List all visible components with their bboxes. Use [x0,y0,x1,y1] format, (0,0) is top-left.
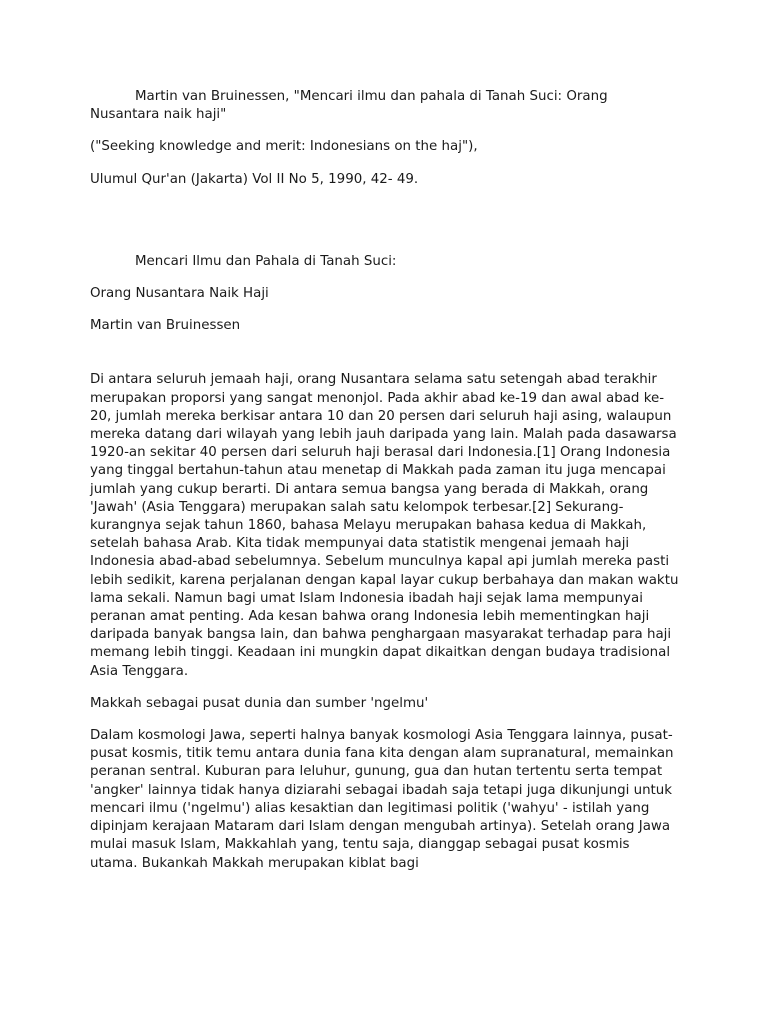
body-paragraph-1: Di antara seluruh jemaah haji, orang Nusantara selama satu setengah abad terakhir merupakan proporsi yang sangat menonjol. Pada akhir abad ke-19 dan awal abad ke-20, jumlah mereka berkisar antara 10 dan 20 persen dari seluruh haji asing, walaupun mereka datang dari wilayah yang lebih jauh daripada yang lain. Malah pada dasawarsa 1920-an sekitar 40 persen dari seluruh haji berasal dari Indonesia.[1] Orang Indonesia yang tinggal bertahun-tahun atau menetap di Makkah pada zaman itu juga mencapai jumlah yang cukup berarti. Di antara semua bangsa yang berada di Makkah, orang 'Jawah' (Asia Tenggara) merupakan salah satu kelompok terbesar.[2] Sekurang-kurangnya sejak tahun 1860, bahasa Melayu merupakan bahasa kedua di Makkah, setelah bahasa Arab. Kita tidak mempunyai data statistik mengenai jemaah haji Indonesia abad-abad sebelumnya. Sebelum munculnya kapal api jumlah mereka pasti lebih sedikit, karena perjalanan dengan kapal layar cukup berbahaya dan makan waktu lama sekali. Namun bagi umat Islam Indonesia ibadah haji sejak lama mempunyai peranan amat penting. Ada kesan bahwa orang Indonesia lebih mementingkan haji daripada banyak bangsa lain, dan bahwa penghargaan masyarakat terhadap para haji memang lebih tinggi. Keadaan ini mungkin dapat dikaitkan dengan budaya tradisional Asia Tenggara. [90,372,679,679]
body-paragraph-2: Dalam kosmologi Jawa, seperti halnya banyak kosmologi Asia Tenggara lainnya, pusat-pusat kosmis, titik temu antara dunia fana kita dengan alam supranatural, memainkan peranan sentral. Kuburan para leluhur, gunung, gua dan hutan tertentu serta tempat 'angker' lainnya tidak hanya diziarahi sebagai ibadah saja tetapi juga dikunjungi untuk mencari ilmu ('ngelmu') alias kesaktian dan legitimasi politik ('wahyu' - istilah yang dipinjam kerajaan Mataram dari Islam dengan mengubah artinya). Setelah orang Jawa mulai masuk Islam, Makkahlah yang, tentu saja, dianggap sebagai pusat kosmis utama. Bukankah Makkah merupakan kiblat bagi [90,728,674,871]
document-page [90,88,680,887]
spacer [90,189,680,253]
article-subtitle: Orang Nusantara Naik Haji [90,286,269,302]
article-author: Martin van Bruinessen [90,318,241,334]
spacer [90,335,680,371]
article-title: Mencari Ilmu dan Pahala di Tanah Suci: [135,253,397,269]
citation-translation: ("Seeking knowledge and merit: Indonesians on the haj"), [90,139,478,155]
section-heading: Makkah sebagai pusat dunia dan sumber 'ngelmu' [90,695,429,711]
citation-title: Martin van Bruinessen, "Mencari ilmu dan pahala di Tanah Suci: Orang Nusantara naik haji" [90,89,608,123]
citation-source: Ulumul Qur'an (Jakarta) Vol II No 5, 1990, 42- 49. [90,171,419,187]
